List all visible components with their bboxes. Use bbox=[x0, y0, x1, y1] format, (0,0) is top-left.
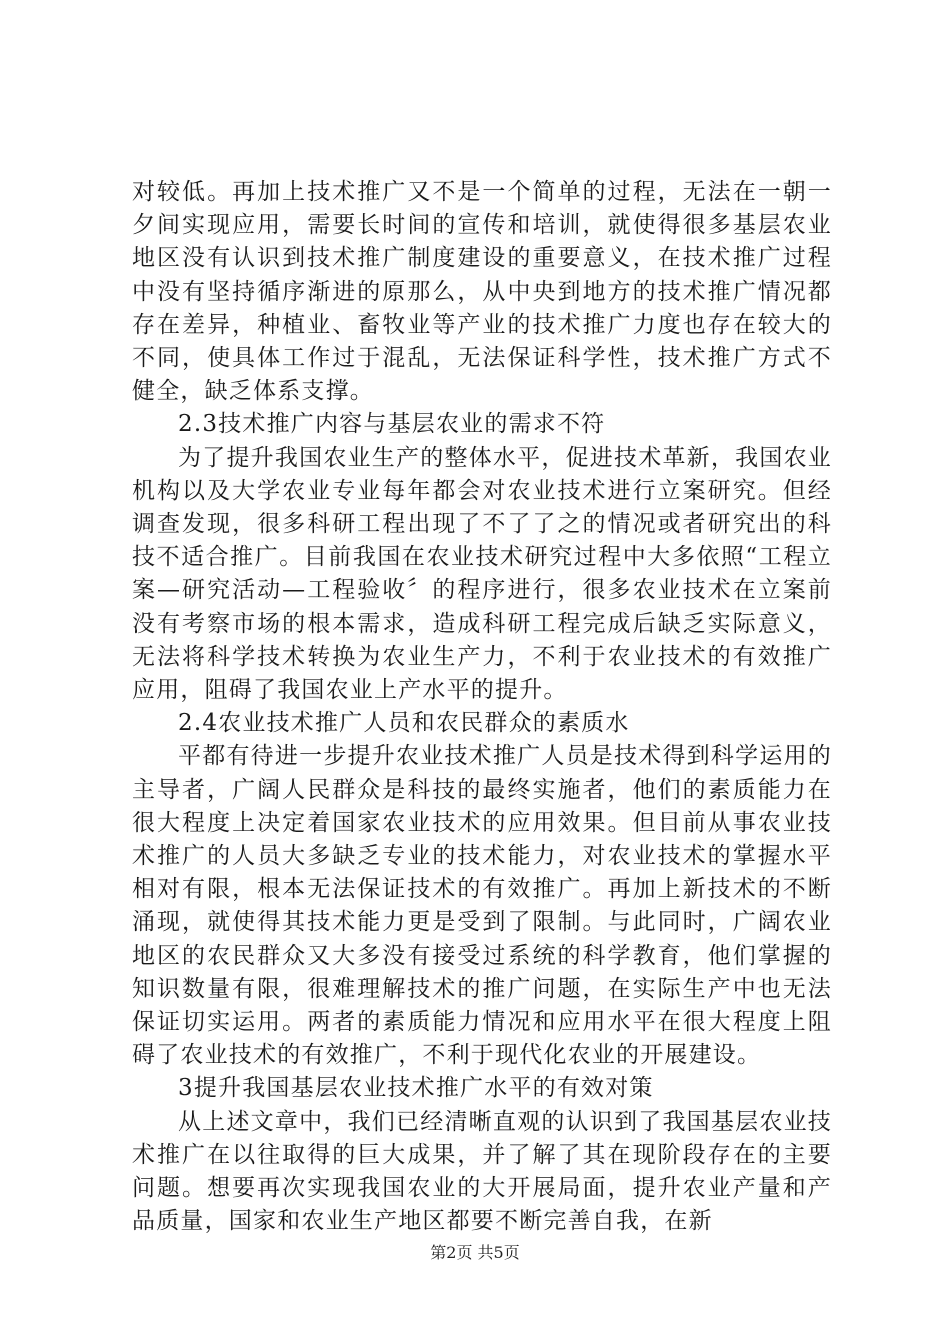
document-body bbox=[132, 176, 832, 1239]
section-heading-2-4: 2.4农业技术推广人员和农民群众的素质水 bbox=[178, 710, 630, 737]
paragraph-3-body: 从上述文章中，我们已经清晰直观的认识到了我国基层农业技术推广在以往取得的巨大成果，并了解了其在现阶段存在的主要问题。想要再次实现我国农业的大开展局面，提升农业产量和产品质量，国家和农业生产地区都要不断完善自我，在新 bbox=[132, 1108, 832, 1235]
paragraph-2-3-body: 为了提升我国农业生产的整体水平，促进技术革新，我国农业机构以及大学农业专业每年都会对农业技术进行立案研究。但经调查发现，很多科研工程出现了不了了之的情况或者研究出的科技不适合推广。目前我国在农业技术研究过程中大多依照“工程立案—研究活动—工程验收〞的程序进行，很多农业技术在立案前没有考察市场的根本需求，造成科研工程完成后缺乏实际意义，无法将科学技术转换为农业生产力，不利于农业技术的有效推广应用，阻碍了我国农业上产水平的提升。 bbox=[132, 444, 832, 704]
paragraph-2-4-body: 平都有待进一步提升农业技术推广人员是技术得到科学运用的主导者，广阔人民群众是科技的最终实施者，他们的素质能力在很大程度上决定着国家农业技术的应用效果。但目前从事农业技术推广的人员大多缺乏专业的技术能力，对农业技术的掌握水平相对有限，根本无法保证技术的有效推广。再加上新技术的不断涌现，就使得其技术能力更是受到了限制。与此同时，广阔农业地区的农民群众又大多没有接受过系统的科学教育，他们掌握的知识数量有限，很难理解技术的推广问题，在实际生产中也无法保证切实运用。两者的素质能力情况和应用水平在很大程度上阻碍了农业技术的有效推广，不利于现代化农业的开展建设。 bbox=[132, 743, 832, 1069]
section-heading-3: 3提升我国基层农业技术推广水平的有效对策 bbox=[178, 1075, 654, 1102]
section-heading-2-3: 2.3技术推广内容与基层农业的需求不符 bbox=[178, 411, 606, 438]
page-number-footer: 第2页 共5页 bbox=[430, 1243, 520, 1262]
paragraph-continuation: 对较低。再加上技术推广又不是一个简单的过程，无法在一朝一夕间实现应用，需要长时间的宣传和培训，就使得很多基层农业地区没有认识到技术推广制度建设的重要意义，在技术推广过程中没有坚持循序渐进的原那么，从中央到地方的技术推广情况都存在差异，种植业、畜牧业等产业的技术推广力度也存在较大的不同，使具体工作过于混乱，无法保证科学性，技术推广方式不健全，缺乏体系支撑。 bbox=[132, 179, 832, 405]
